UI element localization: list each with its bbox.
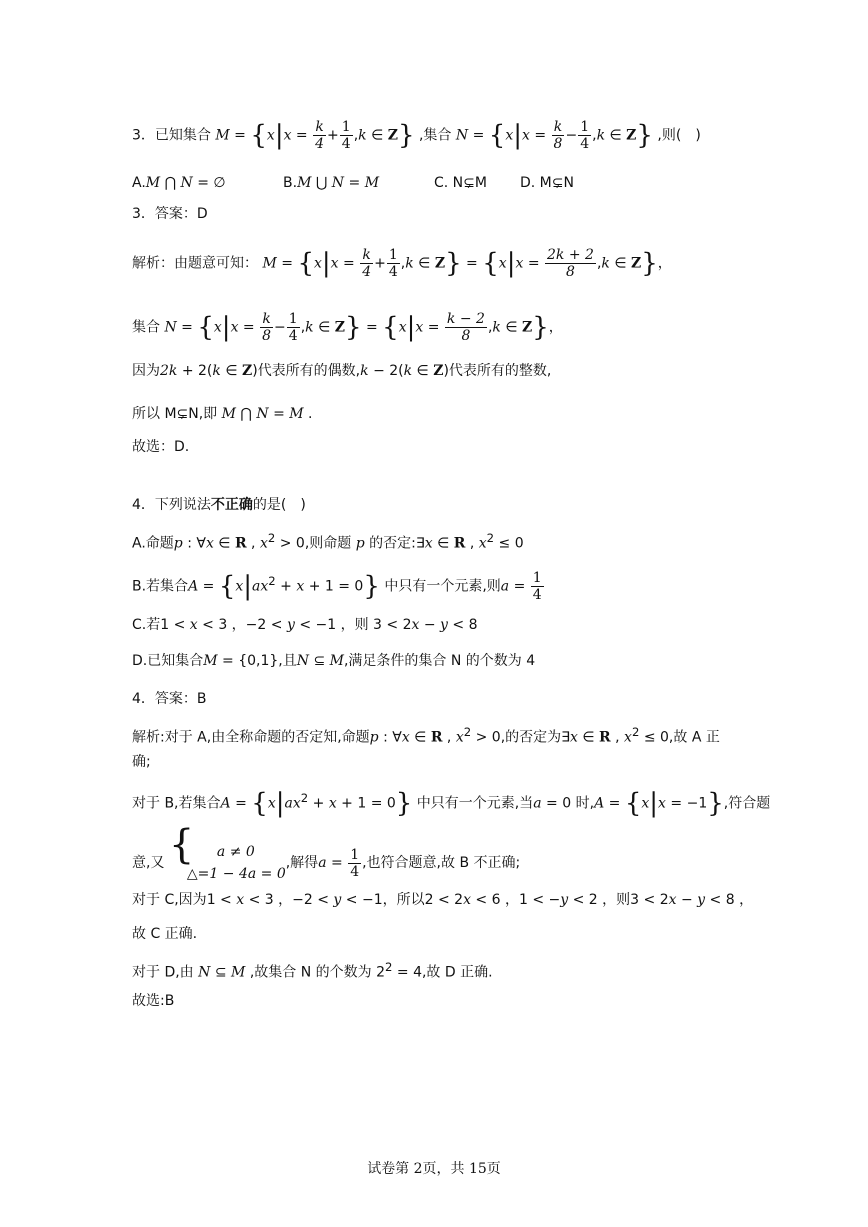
q4-option-c: C.若1 < x < 3 ，−2 < y < −1 ，则 3 < 2x − y < 8 <box>132 617 478 633</box>
q3-option-d: D. M⊊N <box>520 175 574 191</box>
q4-analysis-c1: 对于 C,因为1 < x < 3 ，−2 < y < −1，所以2 < 2x < 6 ，1 < −y < 2 ，则3 < 2x − y < 8 ， <box>132 892 754 908</box>
q3-option-a: A.M ⋂ N = ∅ <box>132 175 226 191</box>
q4-analysis-b1: 对于 B,若集合$A = \{x|ax^2 + x + 1 = 0\}$ 中只有一个元素,当a = 0 时,A = {x|x = −1},符合题 <box>132 788 771 819</box>
q4-choose: 故选:B <box>132 993 175 1009</box>
q4-stem: 4．下列说法不正确的是( ) <box>132 497 306 513</box>
q3-analysis-2: 集合 N = {x|x = $\frac{k}{8}$ − $\frac{1}{4}$ ,k ∈ Z} = {x|x = $\frac{k - 2}{8}$ ,k ∈ Z}， <box>132 311 563 344</box>
q4-analysis-a-cont: 确; <box>132 754 151 770</box>
q3-option-c: C. N⊊M <box>434 175 487 191</box>
q4-analysis-d: 对于 D,由 N ⊆ M ,故集合 N 的个数为 $2^2 = 4$,故 D 正确. <box>132 960 493 981</box>
page-footer: 试卷第 2页，共 15页 <box>367 1161 501 1177</box>
q4-answer: 4．答案：B <box>132 691 207 707</box>
q3-analysis-3: 因为2k + 2(k ∈ Z)代表所有的偶数,k − 2(k ∈ Z)代表所有的整数, <box>132 363 552 379</box>
q3-analysis-1: 解析：由题意可知： M = {x|x = $\frac{k}{4}$ + $\frac{1}{4}$ ,k ∈ Z} = {x|x = $\frac{2k + 2}{8}$ ,k ∈ Z}， <box>132 247 672 280</box>
q3-analysis-4: 所以 M⊊N,即 M ⋂ N = M . <box>132 406 313 422</box>
q4-analysis-b2: 意,又 { a ≠ 0 △=1 − 4a = 0 ,解得a = $\frac{1}{4}$ ,也符合题意,故 B 不正确; <box>132 841 520 885</box>
q3-answer: 3．答案：D <box>132 206 208 222</box>
q3-choose: 故选：D. <box>132 439 190 455</box>
q3-option-b: B.M ⋃ N = M <box>283 175 380 191</box>
equation-system: { a ≠ 0 △=1 − 4a = 0 <box>168 822 286 882</box>
q3-options <box>132 173 574 193</box>
q4-option-a: A.命题p : ∀x ∈ R , $x^2 > 0$,则命题 p 的否定:∃x ∈ R , $x^2 \le 0$ <box>132 531 524 552</box>
q4-option-b: B.若集合$A = \{x|ax^2 + x + 1 = 0\}$ 中只有一个元素,则a = $\frac{1}{4}$ <box>132 570 542 603</box>
q4-stem-bold: 不正确 <box>210 497 253 513</box>
q3-stem-mid: ,集合 <box>418 127 452 144</box>
q3-stem-end: ,则( ) <box>657 127 701 144</box>
q3-stem-prefix: 3．已知集合 <box>132 127 211 144</box>
q3-stem: 3．已知集合 M = {x|x = $\frac{k}{4}$ + $\frac{1}{4}$ ,k ∈ Z} ,集合 N = {x|x = $\frac{k}{8}$ − $\frac{1}{4}$ ,k ∈ Z} ,则( ) <box>132 119 701 152</box>
q4-analysis-c2: 故 C 正确. <box>132 926 198 942</box>
q4-analysis-a: 解析:对于 A,由全称命题的否定知,命题p : ∀x ∈ R , $x^2 > 0$,的否定为∃x ∈ R , $x^2 \le 0$,故 A 正 <box>132 725 720 746</box>
q4-option-d: D.已知集合M = {0,1},且N ⊆ M,满足条件的集合 N 的个数为 4 <box>132 653 536 669</box>
